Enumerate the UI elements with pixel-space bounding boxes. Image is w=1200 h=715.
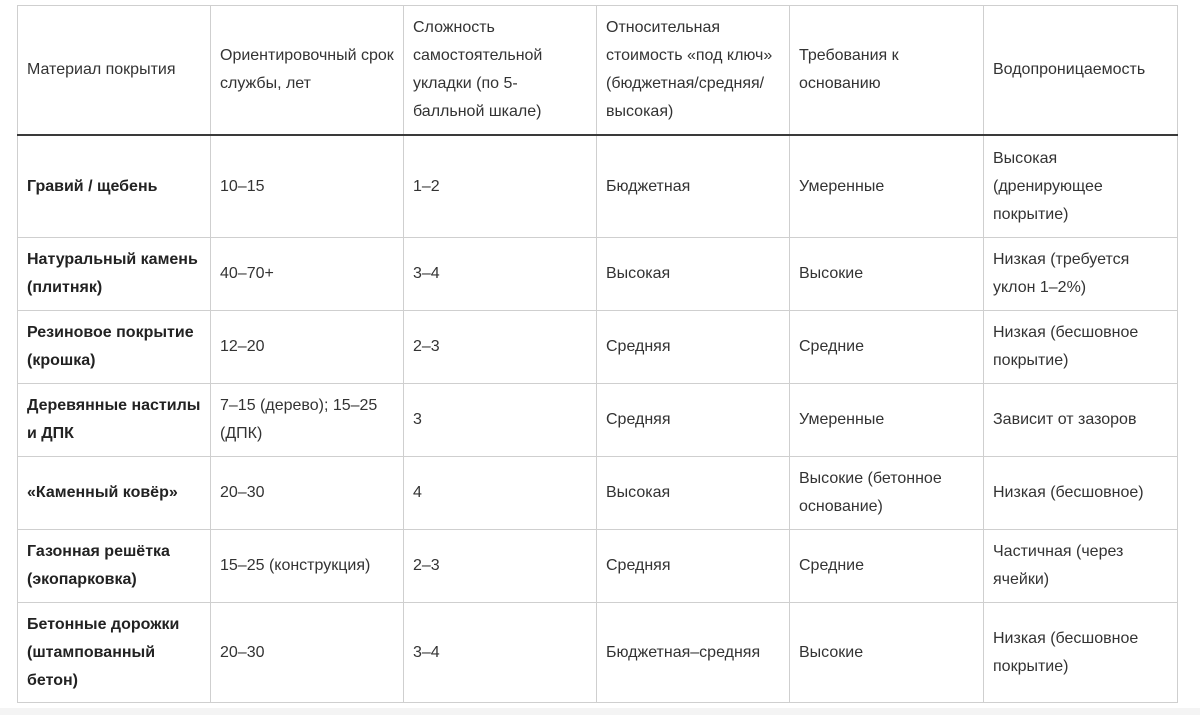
cell-material: Газонная решётка (экопарковка) [18, 530, 211, 603]
cell-permeability: Высокая (дренирующее покрытие) [984, 135, 1178, 238]
table-row [18, 457, 1178, 530]
cell-material: «Каменный ковёр» [18, 457, 211, 530]
cell-lifespan: 20–30 [211, 603, 404, 703]
cell-base-requirements: Высокие (бетонное основание) [790, 457, 984, 530]
cell-material: Деревянные настилы и ДПК [18, 384, 211, 457]
cell-difficulty: 2–3 [404, 530, 597, 603]
cell-lifespan: 40–70+ [211, 238, 404, 311]
cell-difficulty: 1–2 [404, 135, 597, 238]
table-row [18, 238, 1178, 311]
header-lifespan: Ориентировочный срок службы, лет [211, 6, 404, 136]
header-difficulty: Сложность самостоятельной укладки (по 5-балльной шкале) [404, 6, 597, 136]
cell-base-requirements: Высокие [790, 238, 984, 311]
table-row [18, 135, 1178, 238]
cell-cost: Высокая [597, 238, 790, 311]
table-body [18, 135, 1178, 703]
table-row [18, 530, 1178, 603]
cell-permeability: Частичная (через ячейки) [984, 530, 1178, 603]
materials-comparison-table [17, 5, 1178, 703]
cell-permeability: Низкая (бесшовное) [984, 457, 1178, 530]
header-permeability: Водопроницаемость [984, 6, 1178, 136]
cell-base-requirements: Высокие [790, 603, 984, 703]
cell-permeability: Низкая (бесшовное покрытие) [984, 603, 1178, 703]
page-bottom-strip [0, 708, 1200, 715]
table-row [18, 603, 1178, 703]
cell-lifespan: 15–25 (конструкция) [211, 530, 404, 603]
cell-lifespan: 12–20 [211, 311, 404, 384]
cell-permeability: Зависит от зазоров [984, 384, 1178, 457]
cell-permeability: Низкая (требуется уклон 1–2%) [984, 238, 1178, 311]
header-row [18, 6, 1178, 136]
cell-base-requirements: Умеренные [790, 384, 984, 457]
header-base-requirements: Требования к основанию [790, 6, 984, 136]
cell-cost: Бюджетная–средняя [597, 603, 790, 703]
header-cost: Относительная стоимость «под ключ» (бюджетная/средняя/высокая) [597, 6, 790, 136]
cell-base-requirements: Средние [790, 530, 984, 603]
cell-base-requirements: Умеренные [790, 135, 984, 238]
cell-lifespan: 20–30 [211, 457, 404, 530]
cell-difficulty: 4 [404, 457, 597, 530]
cell-cost: Высокая [597, 457, 790, 530]
cell-permeability: Низкая (бесшовное покрытие) [984, 311, 1178, 384]
comparison-table-container [17, 5, 1177, 703]
cell-cost: Бюджетная [597, 135, 790, 238]
cell-difficulty: 2–3 [404, 311, 597, 384]
table-row [18, 311, 1178, 384]
cell-material: Гравий / щебень [18, 135, 211, 238]
cell-material: Бетонные дорожки (штампованный бетон) [18, 603, 211, 703]
cell-cost: Средняя [597, 384, 790, 457]
cell-difficulty: 3–4 [404, 603, 597, 703]
cell-lifespan: 10–15 [211, 135, 404, 238]
header-material: Материал покрытия [18, 6, 211, 136]
table-row [18, 384, 1178, 457]
cell-difficulty: 3–4 [404, 238, 597, 311]
cell-cost: Средняя [597, 311, 790, 384]
cell-material: Резиновое покрытие (крошка) [18, 311, 211, 384]
cell-difficulty: 3 [404, 384, 597, 457]
cell-cost: Средняя [597, 530, 790, 603]
table-header [18, 6, 1178, 136]
cell-base-requirements: Средние [790, 311, 984, 384]
cell-lifespan: 7–15 (дерево); 15–25 (ДПК) [211, 384, 404, 457]
cell-material: Натуральный камень (плитняк) [18, 238, 211, 311]
